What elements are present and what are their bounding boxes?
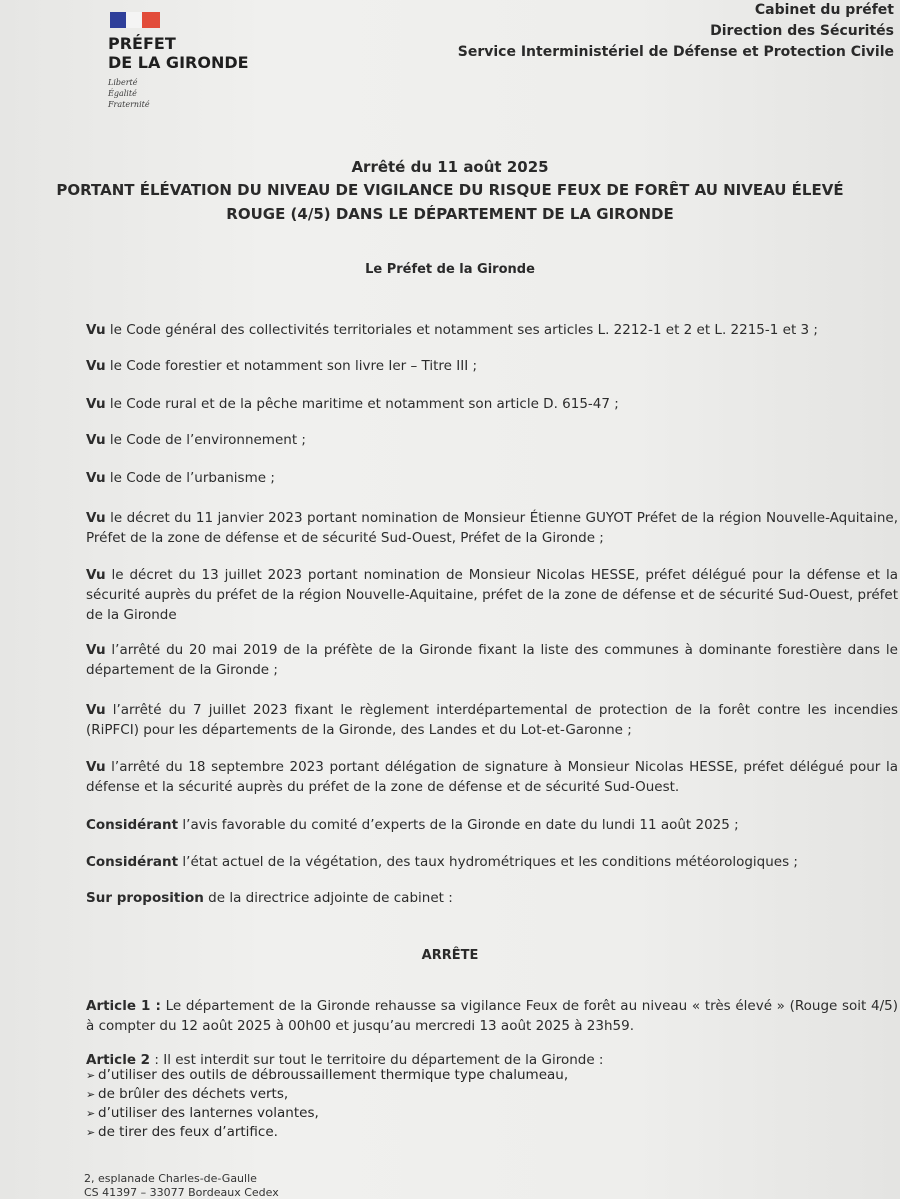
logo-line-1: PRÉFET: [108, 34, 176, 53]
arrow-bullet-icon: ➢: [86, 1126, 96, 1139]
motto-egalite: Égalité: [108, 89, 137, 98]
visa-4: Vu le Code de l’environnement ;: [86, 432, 306, 448]
address-line-2: CS 41397 – 33077 Bordeaux Cedex: [84, 1186, 279, 1199]
decree-subject: PORTANT ÉLÉVATION DU NIVEAU DE VIGILANCE DU RISQUE FEUX DE FORÊT AU NIVEAU ÉLEVÉ ROUGE (4/5) DANS LE DÉPARTEMENT DE LA GIRONDE: [56, 181, 844, 223]
footer-address: [84, 1172, 279, 1199]
arrow-bullet-icon: ➢: [86, 1088, 96, 1101]
visa-2: Vu le Code forestier et notamment son livre Ier – Titre III ;: [86, 358, 478, 374]
marianne-flag-icon: [110, 12, 160, 28]
list-item: ➢ d’utiliser des lanternes volantes,: [86, 1105, 319, 1121]
authority: Le Préfet de la Gironde: [365, 262, 535, 277]
article-2: Article 2 : Il est interdit sur tout le territoire du département de la Gironde :: [86, 1052, 604, 1068]
visa-5: Vu le Code de l’urbanisme ;: [86, 470, 275, 486]
visa-10: Vu l’arrêté du 18 septembre 2023 portant délégation de signature à Monsieur Nicolas HESSE, préfet délégué pour la défense et la sécurité auprès du préfet de la zone de défense et de sécurité Sud-Ouest.: [86, 759, 898, 795]
header-line-1: Cabinet du préfet: [754, 2, 894, 18]
issuing-service: [458, 0, 894, 63]
visa-3: Vu le Code rural et de la pêche maritime et notamment son article D. 615-47 ;: [86, 396, 619, 412]
motto-liberte: Liberté: [108, 78, 138, 87]
header-line-3: Service Interministériel de Défense et Protection Civile: [457, 44, 894, 60]
prohibition-list: [86, 1066, 568, 1142]
considerant-2: Considérant l’état actuel de la végétation, des taux hydrométriques et les conditions météorologiques ;: [86, 854, 798, 870]
header-line-2: Direction des Sécurités: [710, 23, 894, 39]
article-1: Article 1 : Le département de la Gironde rehausse sa vigilance Feux de forêt au niveau « très élevé » (Rouge soit 4/5) à compter du 12 août 2025 à 00h00 et jusqu’au mercredi 13 août 2025 à 23h59.: [86, 998, 898, 1034]
list-item: ➢ d’utiliser des outils de débroussaillement thermique type chalumeau,: [86, 1067, 569, 1083]
visa-6: Vu le décret du 11 janvier 2023 portant nomination de Monsieur Étienne GUYOT Préfet de la région Nouvelle-Aquitaine, Préfet de la zone de défense et de sécurité Sud-Ouest, Préfet de la Gironde ;: [86, 510, 898, 546]
decree-date: Arrêté du 11 août 2025: [351, 158, 549, 176]
address-line-1: 2, esplanade Charles-de-Gaulle: [84, 1172, 257, 1185]
arrete-heading: ARRÊTE: [421, 948, 479, 963]
list-item: ➢ de tirer des feux d’artifice.: [86, 1124, 278, 1140]
visa-1: Vu le Code général des collectivités territoriales et notamment ses articles L. 2212-1 et 2 et L. 2215-1 et 3 ;: [86, 322, 818, 338]
logo-line-2: DE LA GIRONDE: [108, 53, 249, 72]
arrow-bullet-icon: ➢: [86, 1107, 96, 1120]
motto-fraternite: Fraternité: [108, 100, 150, 109]
considerant-1: Considérant l’avis favorable du comité d’experts de la Gironde en date du lundi 11 août 2025 ;: [86, 817, 739, 833]
visa-7: Vu le décret du 13 juillet 2023 portant nomination de Monsieur Nicolas HESSE, préfet délégué pour la défense et la sécurité auprès du préfet de la région Nouvelle-Aquitaine, préfet de la zone de défense et de sécurité Sud-Ouest, préfet de la Gironde: [86, 567, 898, 623]
arrow-bullet-icon: ➢: [86, 1069, 96, 1082]
prefet-logo: [108, 10, 288, 115]
list-item: ➢ de brûler des déchets verts,: [86, 1086, 289, 1102]
proposition: Sur proposition de la directrice adjointe de cabinet :: [86, 890, 453, 906]
visa-9: Vu l’arrêté du 7 juillet 2023 fixant le règlement interdépartemental de protection de la forêt contre les incendies (RiPFCI) pour les départements de la Gironde, des Landes et du Lot-et-Garonne ;: [86, 702, 898, 738]
visa-8: Vu l’arrêté du 20 mai 2019 de la préfète de la Gironde fixant la liste des communes à dominante forestière dans le département de la Gironde ;: [86, 642, 898, 678]
